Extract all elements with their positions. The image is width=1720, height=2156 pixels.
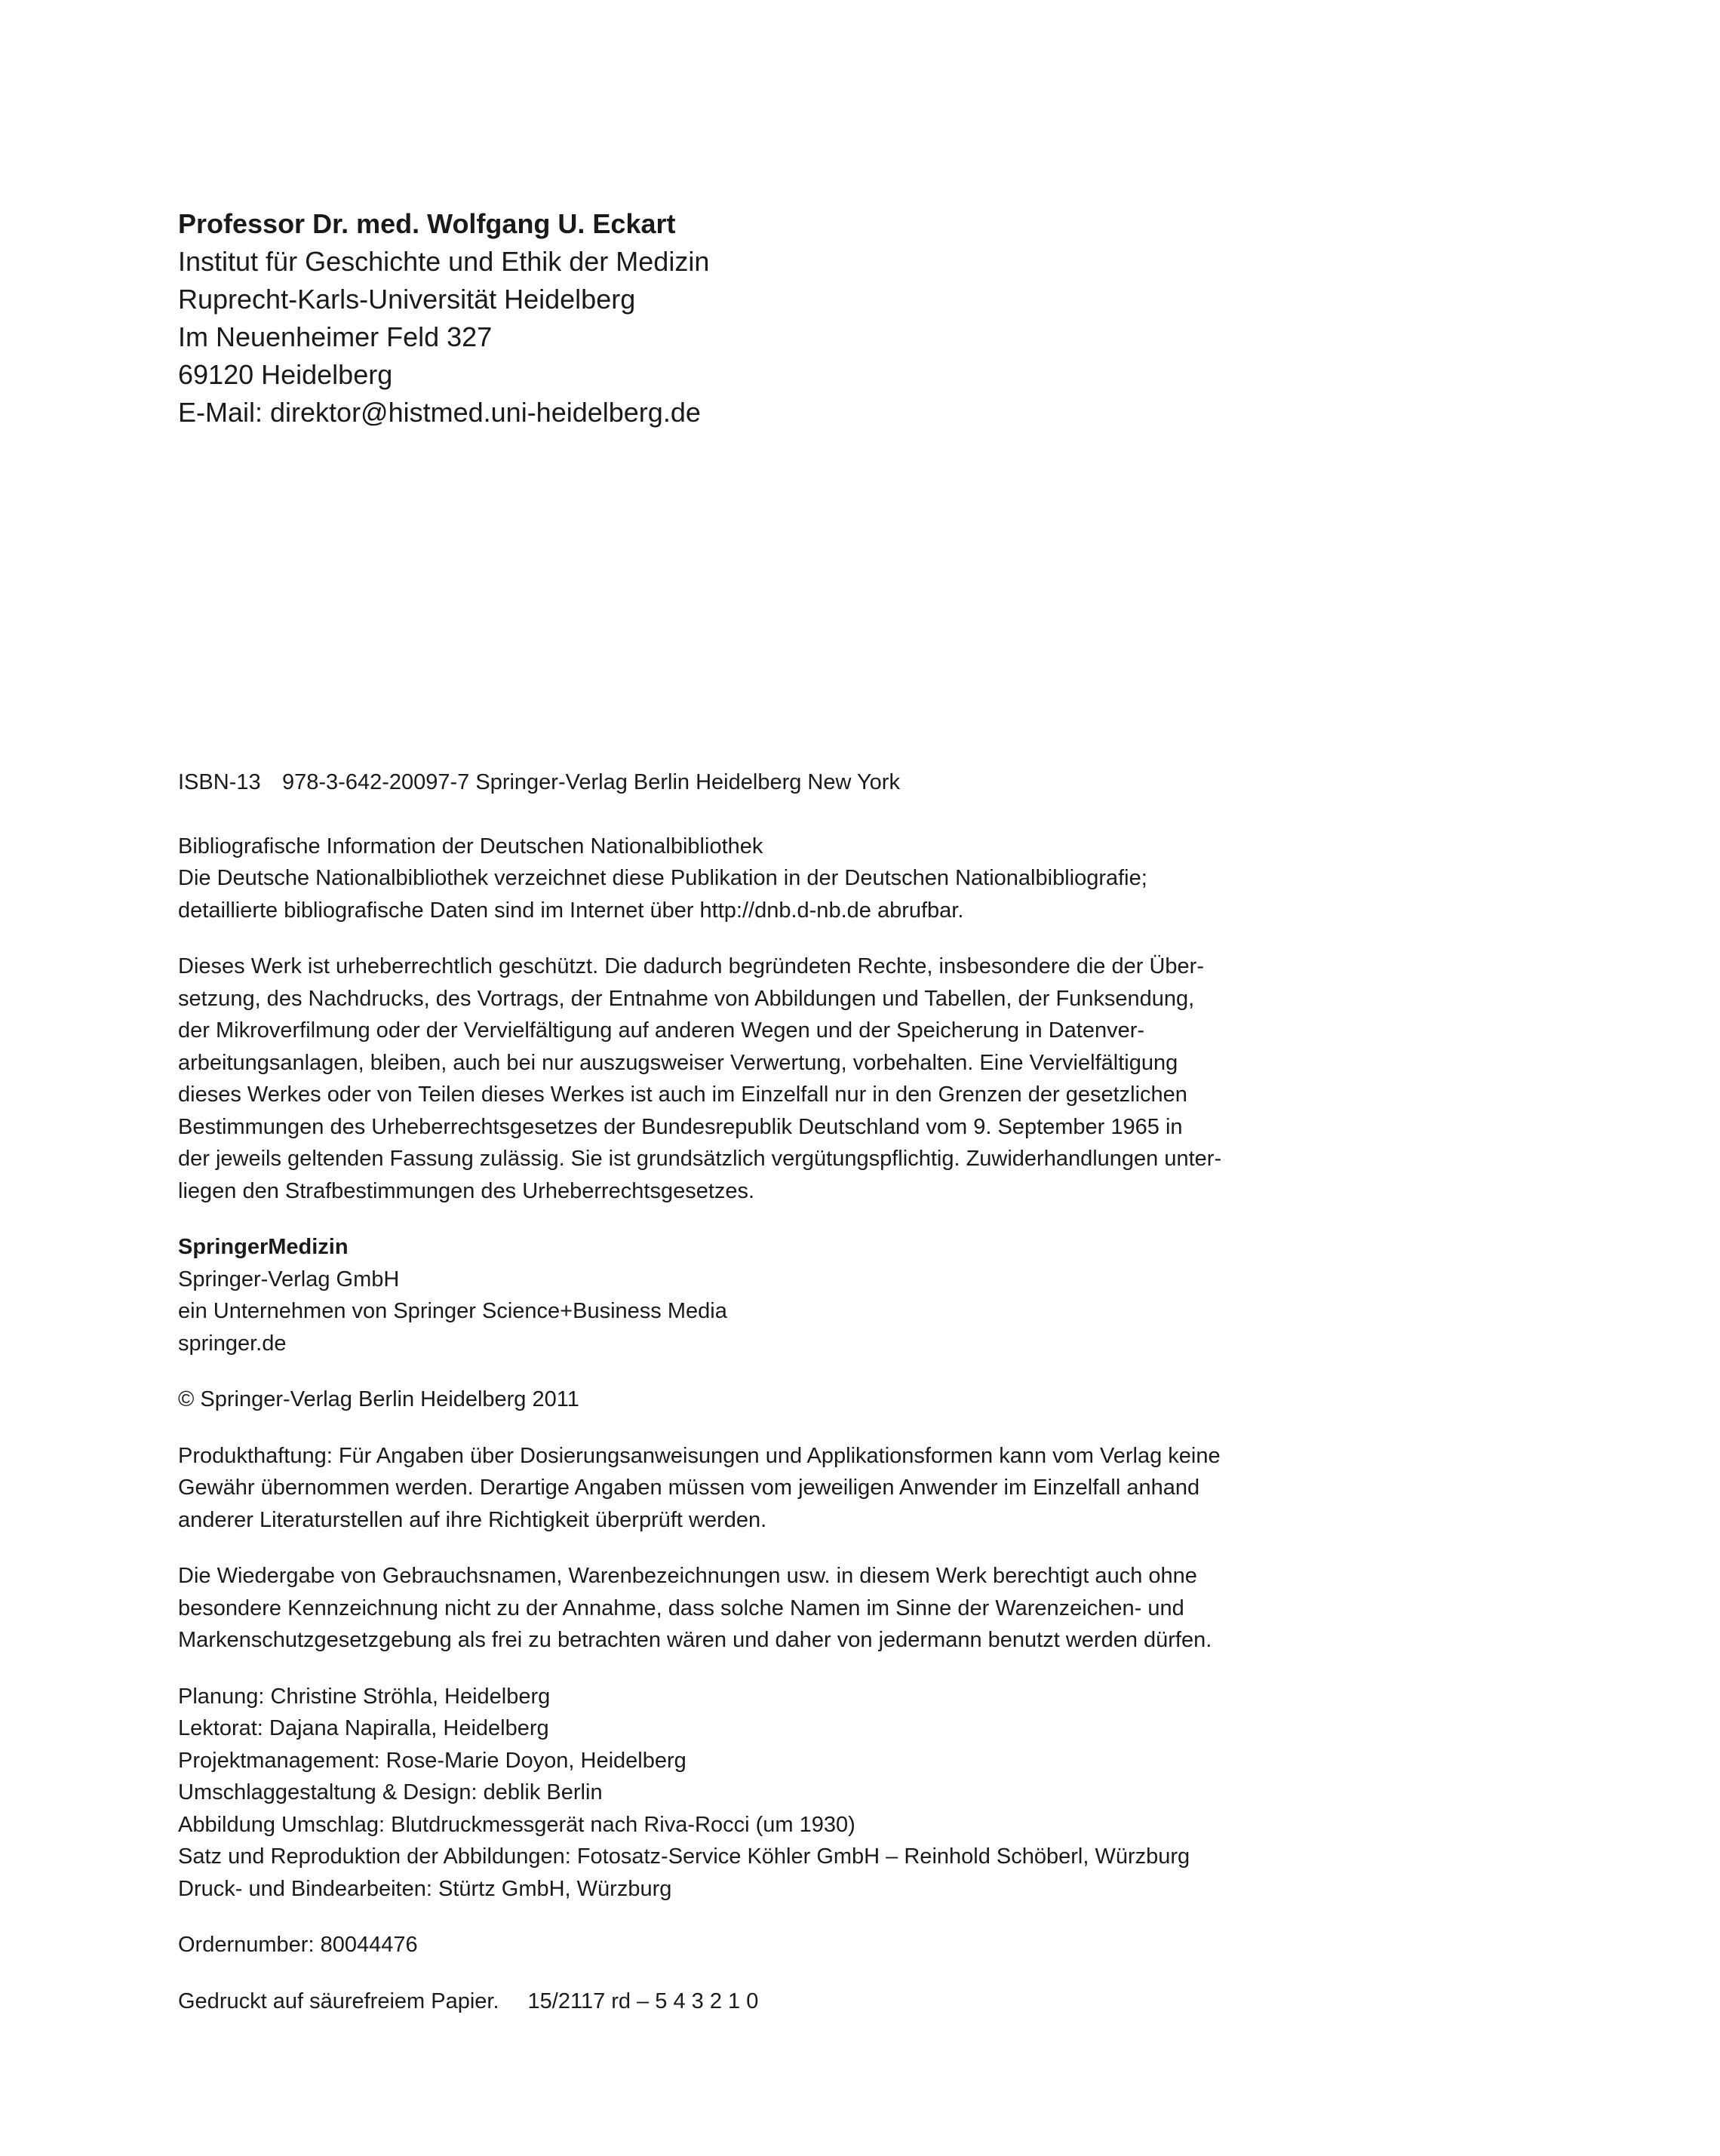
acid-free-paper-note: Gedruckt auf säurefreiem Papier. — [178, 1989, 499, 2013]
copyright-notice-line: liegen den Strafbestimmungen des Urheberrechtsgesetzes. — [178, 1178, 755, 1203]
bibliographic-line: Die Deutsche Nationalbibliothek verzeichnet diese Publikation in der Deutschen Nationalbibliografie; — [178, 866, 1147, 890]
isbn-line — [178, 766, 1460, 799]
copyright-notice-line: Bestimmungen des Urheberrechtsgesetzes der Bundesrepublik Deutschland vom 9. September 1965 in — [178, 1114, 1183, 1139]
credit-line: Druck- und Bindearbeiten: Stürtz GmbH, Würzburg — [178, 1876, 672, 1901]
trademark-notice — [178, 1560, 1460, 1657]
copyright-notice-line: Dieses Werk ist urheberrechtlich geschützt. Die dadurch begründeten Rechte, insbesondere die der Über- — [178, 954, 1204, 978]
bibliographic-line: detaillierte bibliografische Daten sind im Internet über http://dnb.d-nb.de abrufbar. — [178, 898, 964, 923]
copyright-notice — [178, 951, 1460, 1207]
author-university: Ruprecht-Karls-Universität Heidelberg — [178, 284, 636, 315]
bibliographic-info — [178, 831, 1460, 927]
author-institute: Institut für Geschichte und Ethik der Medizin — [178, 246, 710, 277]
bibliographic-line: Bibliografische Information der Deutschen Nationalbibliothek — [178, 834, 763, 858]
author-city: 69120 Heidelberg — [178, 359, 393, 390]
copyright-line: © Springer-Verlag Berlin Heidelberg 2011 — [178, 1387, 579, 1411]
credit-line: Planung: Christine Ströhla, Heidelberg — [178, 1684, 551, 1709]
copyright-notice-line: der jeweils geltenden Fassung zulässig. Sie ist grundsätzlich vergütungspflichtig. Zuwiderhandlungen unter- — [178, 1147, 1222, 1171]
publisher-line: ein Unternehmen von Springer Science+Business Media — [178, 1299, 727, 1323]
trademark-line: besondere Kennzeichnung nicht zu der Annahme, dass solche Namen im Sinne der Warenzeichen- und — [178, 1596, 1184, 1620]
credit-line: Projektmanagement: Rose-Marie Doyon, Heidelberg — [178, 1748, 686, 1773]
publisher-block — [178, 1231, 1460, 1359]
publisher-website: springer.de — [178, 1331, 287, 1356]
isbn-value: 978-3-642-20097-7 Springer-Verlag Berlin Heidelberg New York — [282, 770, 900, 794]
print-code: 15/2117 rd – 5 4 3 2 1 0 — [527, 1989, 759, 2013]
trademark-line: Markenschutzgesetzgebung als frei zu betrachten wären und daher von jedermann benutzt werden dürfen. — [178, 1628, 1212, 1652]
liability-line: Produkthaftung: Für Angaben über Dosierungsanweisungen und Applikationsformen kann vom Verlag keine — [178, 1443, 1221, 1468]
author-street: Im Neuenheimer Feld 327 — [178, 321, 493, 352]
product-liability — [178, 1440, 1460, 1537]
copyright-notice-line: setzung, des Nachdrucks, des Vortrags, der Entnahme von Abbildungen und Tabellen, der Funksendung, — [178, 986, 1195, 1011]
printed-note — [178, 1986, 1460, 2018]
production-credits — [178, 1681, 1460, 1906]
credit-line: Lektorat: Dajana Napiralla, Heidelberg — [178, 1716, 549, 1740]
publisher-name: SpringerMedizin — [178, 1235, 349, 1259]
credit-line: Umschlaggestaltung & Design: deblik Berlin — [178, 1780, 603, 1804]
publisher-line: Springer-Verlag GmbH — [178, 1267, 400, 1291]
author-name: Professor Dr. med. Wolfgang U. Eckart — [178, 208, 676, 239]
ordernumber: Ordernumber: 80044476 — [178, 1933, 418, 1957]
liability-line: Gewähr übernommen werden. Derartige Angaben müssen vom jeweiligen Anwender im Einzelfall anhand — [178, 1476, 1200, 1500]
isbn-label: ISBN-13 — [178, 770, 261, 794]
author-address-block — [178, 205, 709, 432]
imprint-block — [178, 766, 1460, 2041]
copyright-notice-line: dieses Werkes oder von Teilen dieses Werkes ist auch im Einzelfall nur in den Grenzen der gesetzlichen — [178, 1083, 1187, 1107]
author-email: E-Mail: direktor@histmed.uni-heidelberg.de — [178, 397, 701, 428]
credit-line: Satz und Reproduktion der Abbildungen: Fotosatz-Service Köhler GmbH – Reinhold Schöberl, Würzburg — [178, 1844, 1190, 1869]
liability-line: anderer Literaturstellen auf ihre Richtigkeit überprüft werden. — [178, 1507, 767, 1532]
trademark-line: Die Wiedergabe von Gebrauchsnamen, Warenbezeichnungen usw. in diesem Werk berechtigt auch ohne — [178, 1564, 1197, 1588]
credit-line: Abbildung Umschlag: Blutdruckmessgerät nach Riva-Rocci (um 1930) — [178, 1812, 855, 1837]
copyright-notice-line: arbeitungsanlagen, bleiben, auch bei nur auszugsweiser Verwertung, vorbehalten. Eine Vervielfältigung — [178, 1050, 1178, 1075]
copyright-notice-line: der Mikroverfilmung oder der Vervielfältigung auf anderen Wegen und der Speicherung in Datenver- — [178, 1018, 1145, 1043]
